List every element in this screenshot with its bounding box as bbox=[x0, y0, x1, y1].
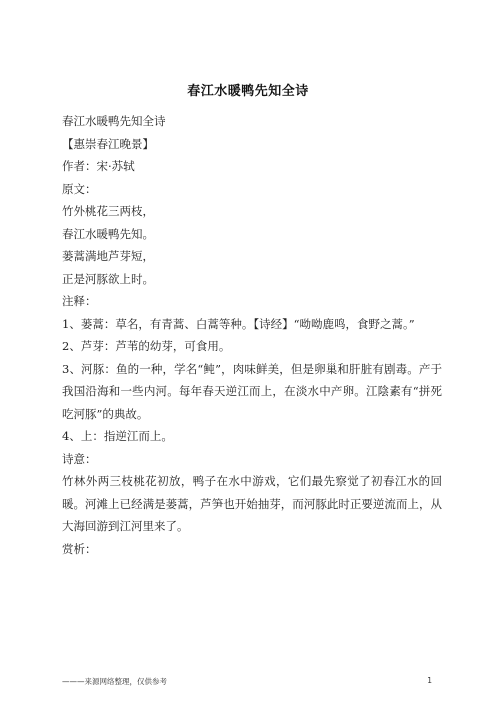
body-line-poem-title: 【惠崇春江晚景】 bbox=[62, 136, 154, 151]
poem-line-3: 蒌蒿满地芦芽短， bbox=[62, 249, 154, 263]
note-1: 1、蒌蒿：草名，有青蒿、白蒿等种。【诗经】“呦呦鹿鸣，食野之蒿。” bbox=[62, 316, 415, 331]
poem-line-2: 春江水暖鸭先知。 bbox=[62, 226, 154, 241]
footer-source-note: ———来源网络整理，仅供参考 bbox=[62, 677, 167, 686]
poem-line-1: 竹外桃花三两枝， bbox=[62, 204, 154, 218]
document-title: 春江水暖鸭先知全诗 bbox=[187, 84, 309, 99]
note-2: 2、芦芽：芦苇的幼芽，可食用。 bbox=[62, 339, 231, 353]
body-line-heading: 春江水暖鸭先知全诗 bbox=[62, 114, 166, 128]
document-body bbox=[62, 110, 442, 560]
note-3: 3、河豚：鱼的一种，学名“鲀”，肉味鲜美，但是卵巢和肝脏有剧毒。产于我国沿海和一些内河。每年春天逆江而上，在淡水中产卵。江陰素有“拼死吃河豚”的典故。 bbox=[62, 361, 442, 421]
poem-line-4: 正是河豚欲上时。 bbox=[62, 271, 154, 286]
appreciation-label: 赏析： bbox=[62, 541, 97, 556]
body-line-author: 作者：宋·苏轼 bbox=[62, 159, 135, 173]
page-number: 1 bbox=[427, 676, 432, 685]
notes-label: 注释： bbox=[62, 294, 97, 308]
meaning-label: 诗意： bbox=[62, 451, 97, 466]
note-4: 4、上：指逆江而上。 bbox=[62, 429, 173, 443]
meaning-text: 竹林外两三枝桃花初放，鸭子在水中游戏，它们最先察觉了初春江水的回暖。河滩上已经满是蒌蒿，芦笋也开始抽芽，而河豚此时正要逆流而上，从大海回游到江河里来了。 bbox=[62, 474, 442, 533]
body-line-original-label: 原文： bbox=[62, 181, 97, 196]
